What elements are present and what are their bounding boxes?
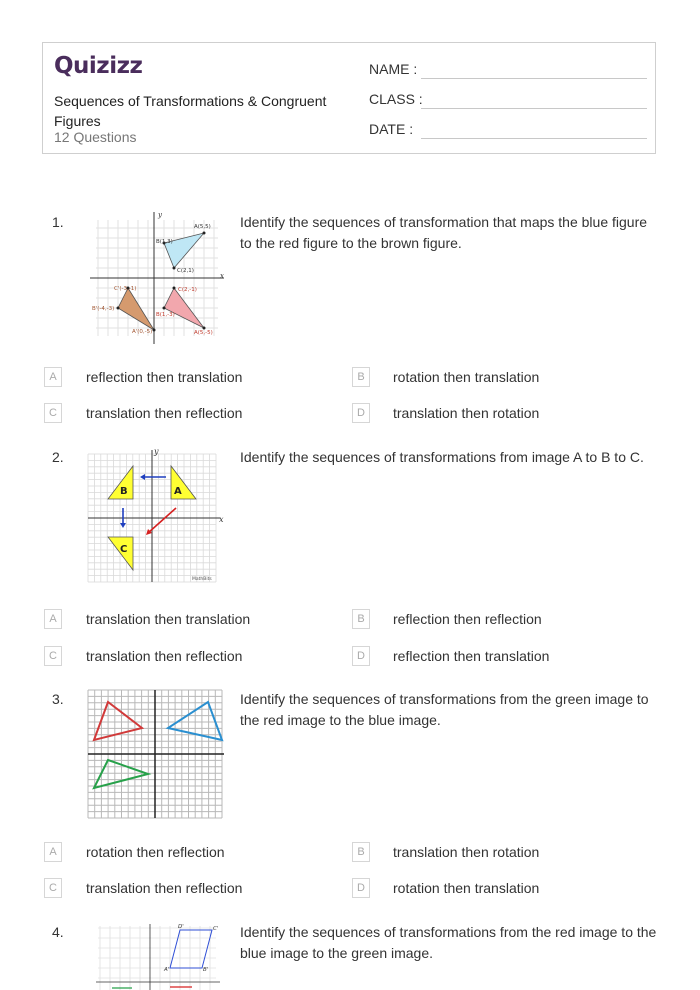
label-C: C(2,1) bbox=[177, 268, 194, 274]
name-field[interactable] bbox=[421, 78, 647, 79]
question-4-graph bbox=[92, 920, 232, 990]
q1-option-c-letter[interactable]: C bbox=[44, 403, 62, 423]
mathbits-credit: MathBits bbox=[192, 577, 212, 582]
label-C-red: C(2,-1) bbox=[178, 287, 197, 293]
date-field[interactable] bbox=[421, 138, 647, 139]
question-4-number: 4. bbox=[52, 924, 64, 940]
q1-option-a[interactable]: reflection then translation bbox=[86, 369, 243, 385]
class-label: CLASS : bbox=[369, 91, 423, 107]
worksheet-header bbox=[42, 42, 656, 154]
q2-option-b[interactable]: reflection then reflection bbox=[393, 611, 542, 627]
label-A-prime: A' bbox=[164, 967, 170, 973]
q1-option-c[interactable]: translation then reflection bbox=[86, 405, 243, 421]
q3-option-d-letter[interactable]: D bbox=[352, 878, 370, 898]
label-B: B(1,3) bbox=[156, 239, 173, 245]
class-field[interactable] bbox=[421, 108, 647, 109]
q2-option-a-letter[interactable]: A bbox=[44, 609, 62, 629]
q2-option-c[interactable]: translation then reflection bbox=[86, 648, 243, 664]
name-label: NAME : bbox=[369, 61, 418, 77]
svg-text:x: x bbox=[220, 272, 224, 280]
label-B-red: B(1,-3) bbox=[156, 312, 175, 318]
q3-option-a[interactable]: rotation then reflection bbox=[86, 844, 225, 860]
question-count: 12 Questions bbox=[54, 129, 137, 145]
q2-option-c-letter[interactable]: C bbox=[44, 646, 62, 666]
q1-option-b[interactable]: rotation then translation bbox=[393, 369, 540, 385]
svg-text:y: y bbox=[158, 211, 162, 219]
q3-option-b[interactable]: translation then rotation bbox=[393, 844, 540, 860]
quizizz-logo: Quizizz bbox=[54, 53, 143, 79]
q3-option-c-letter[interactable]: C bbox=[44, 878, 62, 898]
q2-option-b-letter[interactable]: B bbox=[352, 609, 370, 629]
q3-option-a-letter[interactable]: A bbox=[44, 842, 62, 862]
image-b-label: B bbox=[120, 486, 128, 497]
label-A-prime: A'(0,-5) bbox=[132, 329, 153, 335]
question-2-graph bbox=[86, 446, 231, 586]
label-D-prime: D' bbox=[178, 924, 184, 930]
q3-option-c[interactable]: translation then reflection bbox=[86, 880, 243, 896]
q3-option-b-letter[interactable]: B bbox=[352, 842, 370, 862]
svg-text:y: y bbox=[154, 447, 159, 456]
q1-option-a-letter[interactable]: A bbox=[44, 367, 62, 387]
question-2-number: 2. bbox=[52, 449, 64, 465]
question-1-number: 1. bbox=[52, 214, 64, 230]
label-C-prime: C'(-3,-1) bbox=[114, 286, 137, 292]
q1-option-b-letter[interactable]: B bbox=[352, 367, 370, 387]
question-2-text: Identify the sequences of transformations from image A to B to C. bbox=[240, 449, 644, 465]
image-c-label: C bbox=[120, 544, 128, 555]
svg-text:x: x bbox=[219, 515, 224, 524]
worksheet-title: Sequences of Transformations & Congruent Figures bbox=[54, 93, 327, 129]
q1-option-d[interactable]: translation then rotation bbox=[393, 405, 540, 421]
question-3-graph bbox=[86, 688, 231, 820]
label-B-prime: B'(-4,-3) bbox=[92, 306, 115, 312]
image-a-label: A bbox=[174, 486, 182, 497]
q2-option-d-letter[interactable]: D bbox=[352, 646, 370, 666]
question-1-text: Identify the sequences of transformation that maps the blue figure to the red figure to the brown figure. bbox=[240, 214, 648, 251]
question-3-text: Identify the sequences of transformations from the green image to the red image to the blue image. bbox=[240, 691, 649, 728]
label-B-prime: B' bbox=[203, 967, 209, 973]
question-3-number: 3. bbox=[52, 691, 64, 707]
question-1-graph bbox=[86, 208, 231, 348]
label-A: A(5,5) bbox=[194, 224, 211, 230]
date-label: DATE : bbox=[369, 121, 414, 137]
q2-option-a[interactable]: translation then translation bbox=[86, 611, 251, 627]
q3-option-d[interactable]: rotation then translation bbox=[393, 880, 540, 896]
q2-option-d[interactable]: reflection then translation bbox=[393, 648, 550, 664]
label-C-prime: C' bbox=[213, 926, 219, 932]
label-A-red: A(5,-5) bbox=[194, 330, 213, 336]
question-4-text: Identify the sequences of transformations from the red image to the blue image to the green image. bbox=[240, 924, 657, 961]
q1-option-d-letter[interactable]: D bbox=[352, 403, 370, 423]
